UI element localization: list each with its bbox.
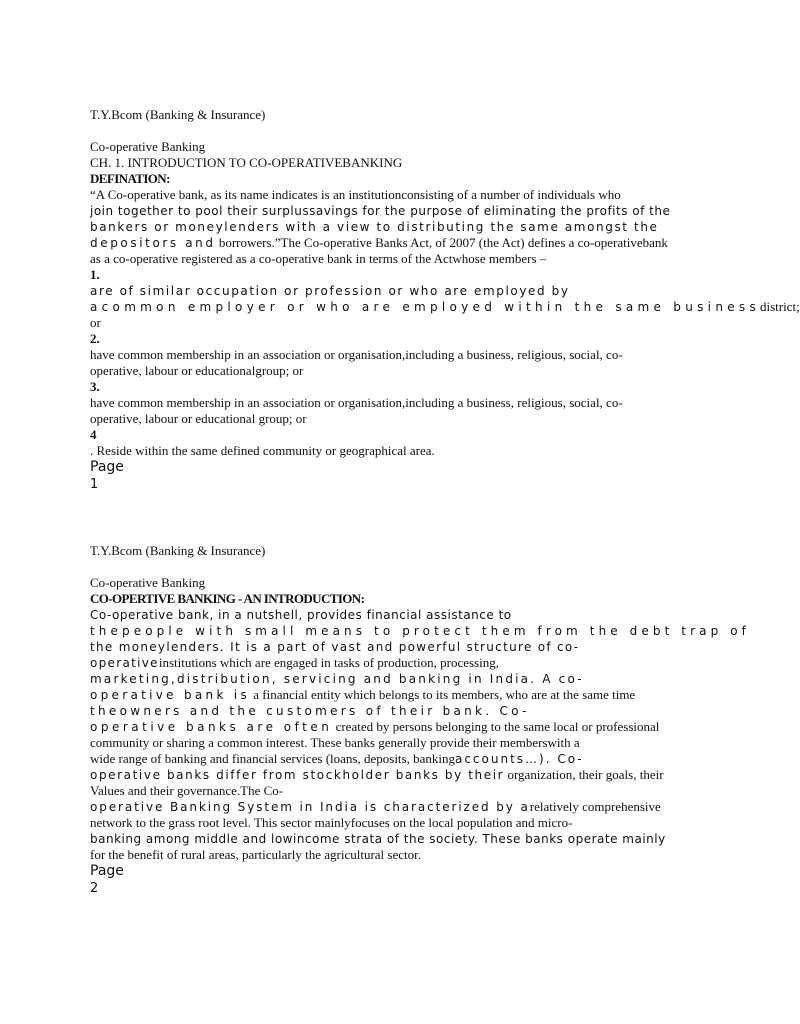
list-item-text: . Reside within the same defined community or geographical area. bbox=[90, 443, 435, 458]
list-item-text: have common membership in an association or organisation,including a business, religious, social, co- bbox=[90, 347, 623, 362]
subject-title: Co-operative Banking bbox=[90, 575, 206, 590]
subject-title: Co-operative Banking bbox=[90, 139, 206, 154]
page-label: Page bbox=[90, 459, 124, 475]
page-label: Page bbox=[90, 863, 124, 879]
list-item-text bbox=[90, 299, 800, 315]
paragraph-line: the moneylenders. It is a part of vast and powerful structure of co- bbox=[90, 640, 580, 654]
list-item-text: are of similar occupation or profession or who are employed by bbox=[90, 284, 570, 298]
paragraph-line: Co-operative bank, in a nutshell, provides financial assistance to bbox=[90, 608, 512, 622]
paragraph-line bbox=[90, 719, 682, 735]
list-item-text: or bbox=[90, 315, 101, 330]
section-heading: CO-OPERTIVE BANKING - AN INTRODUCTION: bbox=[90, 591, 365, 606]
text-span: depositors and bbox=[90, 236, 216, 250]
list-number: 4 bbox=[90, 427, 97, 442]
paragraph-line bbox=[90, 751, 682, 767]
text-span: district; bbox=[760, 299, 800, 314]
text-span: operative banks are often bbox=[90, 720, 333, 734]
list-item-text: operative, labour or educationalgroup; or bbox=[90, 363, 304, 378]
list-number: 3. bbox=[90, 379, 100, 394]
paragraph-line: join together to pool their surplussavings for the purpose of eliminating the profits of the bbox=[90, 204, 671, 218]
paragraph-line bbox=[90, 235, 682, 251]
paragraph-line: network to the grass root level. This sector mainlyfocuses on the local population and micro- bbox=[90, 815, 573, 830]
paragraph-line: thepeople with small means to protect them from the debt trap of bbox=[90, 624, 750, 638]
text-span: organization, their goals, their bbox=[507, 767, 664, 782]
paragraph-line bbox=[90, 687, 682, 703]
paragraph-line: for the benefit of rural areas, particularly the agricultural sector. bbox=[90, 847, 421, 862]
document-page-1 bbox=[90, 107, 800, 493]
text-span: institutions which are engaged in tasks of production, processing, bbox=[158, 655, 499, 670]
definition-heading: DEFINATION: bbox=[90, 171, 170, 186]
course-header: T.Y.Bcom (Banking & Insurance) bbox=[90, 543, 266, 558]
course-header: T.Y.Bcom (Banking & Insurance) bbox=[90, 107, 266, 122]
paragraph-line bbox=[90, 767, 682, 783]
chapter-title: CH. 1. INTRODUCTION TO CO-OPERATIVEBANKING bbox=[90, 155, 403, 170]
text-span: accounts…). Co- bbox=[454, 752, 584, 766]
paragraph-line: “A Co-operative bank, as its name indicates is an institutionconsisting of a number of individuals who bbox=[90, 187, 621, 202]
text-span: a financial entity which belongs to its members, who are at the same time bbox=[253, 687, 636, 702]
paragraph-line: as a co-operative registered as a co-operative bank in terms of the Actwhose members – bbox=[90, 251, 547, 266]
text-span: operative bbox=[90, 656, 159, 670]
text-span: operative banks differ from stockholder banks by their bbox=[90, 768, 505, 782]
paragraph-line bbox=[90, 655, 682, 671]
document-page-2 bbox=[90, 543, 750, 897]
page-number: 2 bbox=[90, 881, 99, 896]
paragraph-line: banking among middle and lowincome strata of the society. These banks operate mainly bbox=[90, 832, 666, 846]
paragraph-line: marketing,distribution, servicing and banking in India. A co- bbox=[90, 672, 584, 686]
text-span: wide range of banking and financial services (loans, deposits, banking bbox=[90, 751, 455, 766]
text-span: operative Banking System in India is characterized by a bbox=[90, 800, 530, 814]
list-item-text: operative, labour or educational group; or bbox=[90, 411, 307, 426]
paragraph-line: bankers or moneylenders with a view to distributing the same amongst the bbox=[90, 220, 659, 234]
paragraph-line bbox=[90, 799, 682, 815]
list-number: 2. bbox=[90, 331, 100, 346]
text-span: acommon employer or who are employed within the same business bbox=[90, 300, 761, 314]
list-number: 1. bbox=[90, 267, 100, 282]
page-number: 1 bbox=[90, 477, 99, 492]
paragraph-line: theowners and the customers of their bank. Co- bbox=[90, 704, 530, 718]
text-span: operative bank is bbox=[90, 688, 250, 702]
text-span: borrowers.”The Co-operative Banks Act, of 2007 (the Act) defines a co-operativebank bbox=[218, 235, 668, 250]
list-item-text: have common membership in an association or organisation,including a business, religious, social, co- bbox=[90, 395, 623, 410]
paragraph-line: community or sharing a common interest. These banks generally provide their memberswith a bbox=[90, 735, 580, 750]
text-span: created by persons belonging to the same local or professional bbox=[335, 719, 660, 734]
text-span: relatively comprehensive bbox=[529, 799, 661, 814]
paragraph-line: Values and their governance.The Co- bbox=[90, 783, 284, 798]
